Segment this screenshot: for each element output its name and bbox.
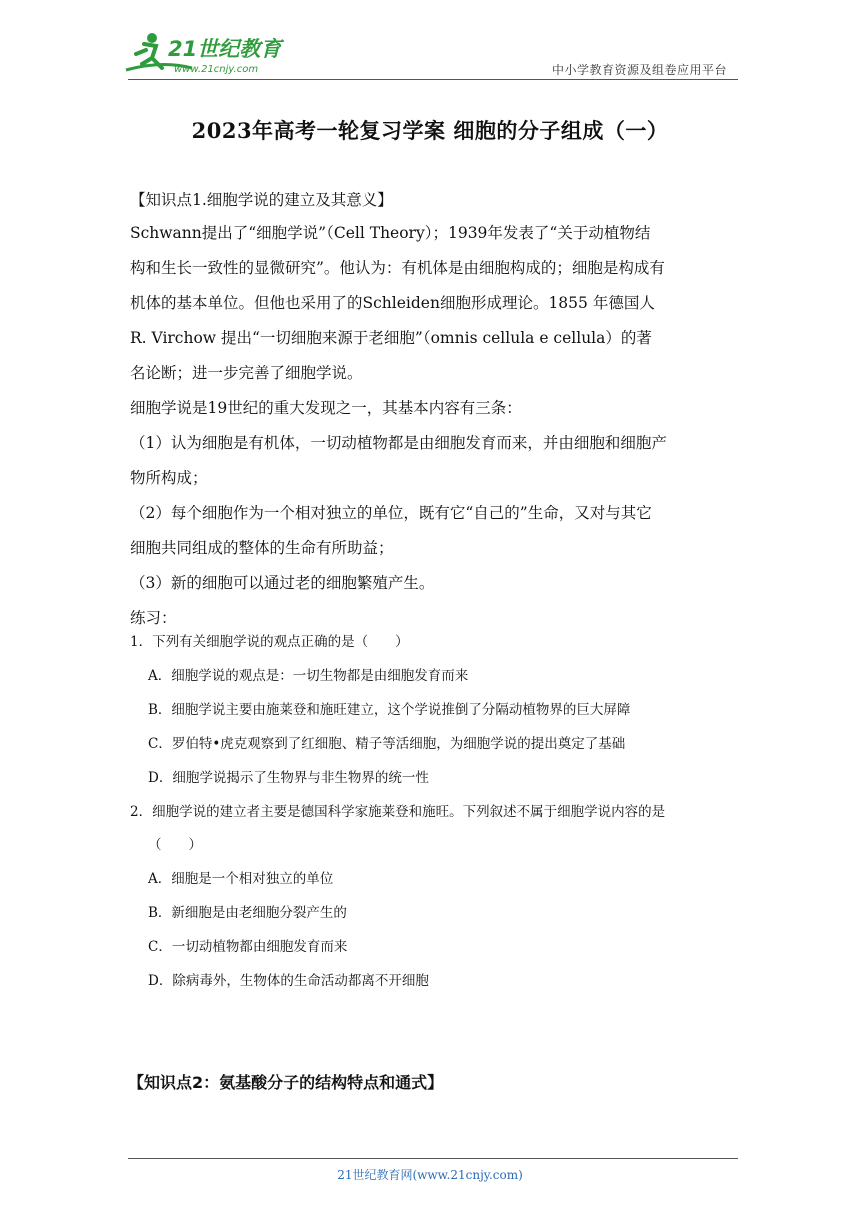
paragraph-line: （3）新的细胞可以通过老的细胞繁殖产生。 xyxy=(130,574,435,592)
paragraph-line: （2）每个细胞作为一个相对独立的单位，既有它“自己的”生命，又对与其它 xyxy=(130,504,652,522)
header-tagline: 中小学教育资源及组卷应用平台 xyxy=(551,63,727,77)
question-2-option-c: C．一切动植物都由细胞发育而来 xyxy=(148,939,348,955)
paragraph-line: 机体的基本单位。但他也采用了的Schleiden细胞形成理论。1855 年德国人 xyxy=(130,294,655,312)
paragraph-line: 细胞共同组成的整体的生命有所助益； xyxy=(130,539,394,557)
site-logo[interactable] xyxy=(122,28,292,78)
logo-brand: 21世纪教育 xyxy=(168,37,282,61)
section1-heading: 【知识点1.细胞学说的建立及其意义】 xyxy=(130,191,393,209)
question-1-option-a: A．细胞学说的观点是：一切生物都是由细胞发育而来 xyxy=(148,668,469,684)
page-title: 2023年高考一轮复习学案 细胞的分子组成（一） xyxy=(191,118,669,143)
paragraph-line: Schwann提出了“细胞学说”（Cell Theory）；1939年发表了“关于动植物结 xyxy=(130,224,651,242)
paragraph-line: 名论断；进一步完善了细胞学说。 xyxy=(130,364,363,382)
question-1-option-b: B．细胞学说主要由施莱登和施旺建立，这个学说推倒了分隔动植物界的巨大屏障 xyxy=(148,702,631,718)
paragraph-line: R. Virchow 提出“一切细胞来源于老细胞”（omnis cellula e cellula）的著 xyxy=(130,329,652,347)
question-1-option-c: C．罗伯特•虎克观察到了红细胞、精子等活细胞，为细胞学说的提出奠定了基础 xyxy=(148,736,626,752)
question-2-stem: 2．细胞学说的建立者主要是德国科学家施莱登和施旺。下列叙述不属于细胞学说内容的是 xyxy=(130,804,666,820)
section1-paragraph xyxy=(130,216,730,636)
logo-url: www.21cnjy.com xyxy=(174,64,259,75)
footer-link[interactable]: 21世纪教育网(www.21cnjy.com) xyxy=(337,1168,523,1182)
header-divider xyxy=(128,79,738,80)
section2-heading: 【知识点2：氨基酸分子的结构特点和通式】 xyxy=(128,1073,444,1092)
question-2-option-a: A．细胞是一个相对独立的单位 xyxy=(148,871,334,887)
paragraph-line: （1）认为细胞是有机体，一切动植物都是由细胞发育而来，并由细胞和细胞产 xyxy=(130,434,667,452)
question-1-option-d: D．细胞学说揭示了生物界与非生物界的统一性 xyxy=(148,770,429,786)
paragraph-line: 细胞学说是19世纪的重大发现之一，其基本内容有三条： xyxy=(130,399,522,417)
paragraph-line: 构和生长一致性的显微研究”。他认为：有机体是由细胞构成的；细胞是构成有 xyxy=(130,259,665,277)
question-1-stem: 1．下列有关细胞学说的观点正确的是（ ） xyxy=(130,634,409,650)
footer-divider xyxy=(128,1158,738,1159)
paragraph-line: 物所构成； xyxy=(130,469,208,487)
question-2-stem-continued: （ ） xyxy=(148,837,202,853)
question-2-option-d: D．除病毒外，生物体的生命活动都离不开细胞 xyxy=(148,973,429,989)
question-2-option-b: B．新细胞是由老细胞分裂产生的 xyxy=(148,905,347,921)
paragraph-line: 练习： xyxy=(130,609,177,627)
